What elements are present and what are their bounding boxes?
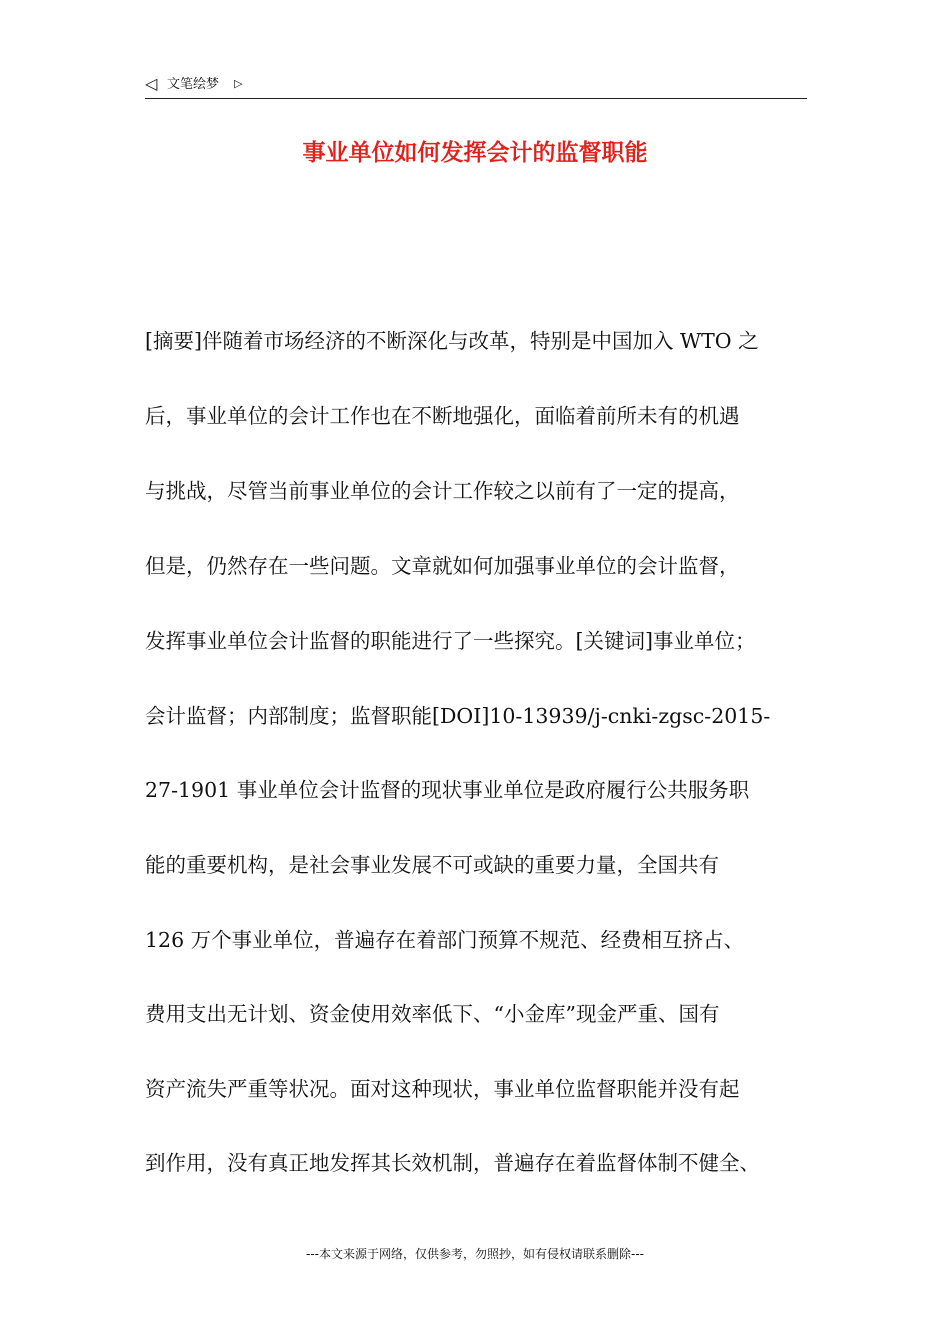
body-line: 126 万个事业单位，普遍存在着部门预算不规范、经费相互挤占、 xyxy=(145,928,745,952)
body-line: [摘要]伴随着市场经济的不断深化与改革，特别是中国加入 WTO 之 xyxy=(145,329,759,353)
triangle-left-icon: ◁ xyxy=(145,74,158,93)
body-line: 资产流失严重等状况。面对这种现状，事业单位监督职能并没有起 xyxy=(145,1077,740,1101)
header-brand: 文笔绘梦 xyxy=(167,77,220,92)
body-line: 能的重要机构，是社会事业发展不可或缺的重要力量，全国共有 xyxy=(145,853,719,877)
body-line: 会计监督；内部制度；监督职能[DOI]10-13939/j-cnki-zgsc-2015- xyxy=(145,704,771,728)
body-line: 发挥事业单位会计监督的职能进行了一些探究。[关键词]事业单位； xyxy=(145,629,756,653)
document-title: 事业单位如何发挥会计的监督职能 xyxy=(302,140,648,166)
body-line: 费用支出无计划、资金使用效率低下、“小金库”现金严重、国有 xyxy=(145,1002,720,1026)
body-line: 后，事业单位的会计工作也在不断地强化，面临着前所未有的机遇 xyxy=(145,404,740,428)
footer-disclaimer: ---本文来源于网络，仅供参考，勿照抄，如有侵权请联系删除--- xyxy=(306,1247,644,1261)
body-line: 到作用，没有真正地发挥其长效机制，普遍存在着监督体制不健全、 xyxy=(145,1151,760,1175)
triangle-right-icon: ▷ xyxy=(234,77,243,90)
body-line: 27-1901 事业单位会计监督的现状事业单位是政府履行公共服务职 xyxy=(145,778,750,802)
body-line: 与挑战，尽管当前事业单位的会计工作较之以前有了一定的提高， xyxy=(145,479,740,503)
body-line: 但是，仍然存在一些问题。文章就如何加强事业单位的会计监督， xyxy=(145,554,740,578)
page-header xyxy=(145,74,807,99)
